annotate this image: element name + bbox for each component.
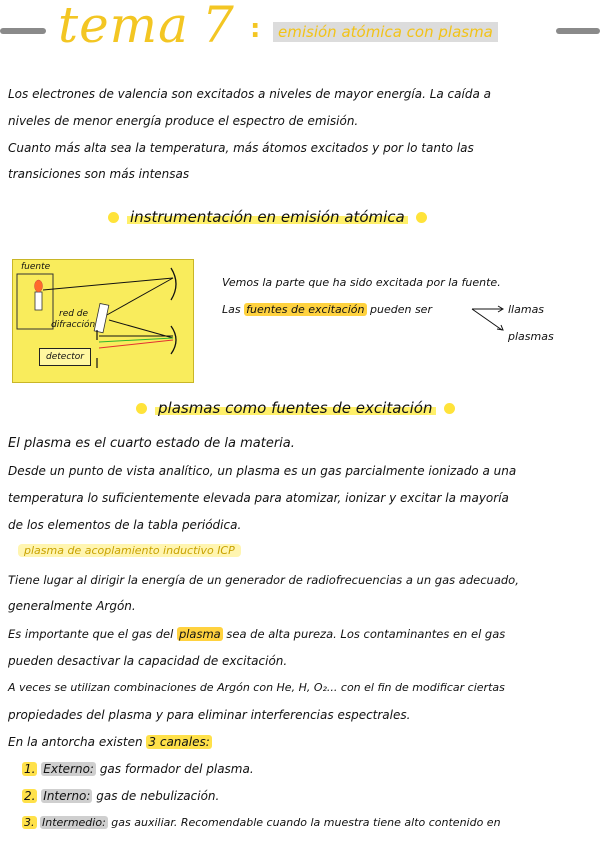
- arrows-icon: [470, 300, 510, 334]
- diagram-text-2: [222, 302, 432, 318]
- canal-item: [22, 761, 254, 777]
- canal-num: 1.: [24, 762, 36, 776]
- canal-desc: gas de nebulización.: [96, 789, 220, 803]
- canal-desc: gas formador del plasma.: [99, 762, 254, 776]
- section-title: instrumentación en emisión atómica: [127, 208, 408, 226]
- diagram-text-1: Vemos la parte que ha sido excitada por la fuente.: [222, 276, 501, 289]
- icp-line-1: Tiene lugar al dirigir la energía de un generador de radiofrecuencias a un gas adecuado,: [8, 573, 519, 587]
- canal-name: Intermedio:: [42, 816, 106, 829]
- icp-line-5: A veces se utilizan combinaciones de Argón con He, H, O₂... con el fin de modificar ciertas: [8, 681, 505, 694]
- intro-line-3: Cuanto más alta sea la temperatura, más átomos excitados y por lo tanto las: [8, 141, 474, 155]
- bullet-dot: [444, 403, 455, 414]
- icp-line-7: [8, 734, 212, 750]
- canal-name: Externo:: [43, 762, 94, 776]
- intro-line-4: transiciones son más intensas: [8, 167, 190, 181]
- icp-line-6: propiedades del plasma y para eliminar interferencias espectrales.: [8, 708, 411, 722]
- canal-item: [22, 788, 219, 804]
- highlight-fuentes: fuentes de excitación: [246, 303, 365, 316]
- section-plasmas: [128, 399, 463, 417]
- icp-tag: plasma de acoplamiento inductivo ICP: [18, 544, 241, 557]
- spectrometer-diagram: [12, 259, 194, 383]
- bullet-dot: [108, 212, 119, 223]
- intro-line-2: niveles de menor energía produce el espectro de emisión.: [8, 114, 359, 128]
- section-instrumentacion: [100, 208, 435, 226]
- icp-line-3-post: sea de alta pureza. Los contaminantes en el gas: [226, 627, 506, 641]
- icp-line-3-pre: Es importante que el gas del: [8, 627, 174, 641]
- highlight-plasma: plasma: [178, 627, 221, 641]
- highlight-canales: 3 canales:: [148, 735, 210, 749]
- header-number: 7: [202, 0, 234, 54]
- canal-name: Interno:: [43, 789, 91, 803]
- header-rule-left: [0, 28, 46, 34]
- bullet-dot: [136, 403, 147, 414]
- label-detector: detector: [39, 348, 91, 366]
- diagram-text-2-pre: Las: [222, 303, 241, 316]
- canal-num: 2.: [24, 789, 36, 803]
- icp-line-4: pueden desactivar la capacidad de excitación.: [8, 654, 288, 668]
- diagram-text-2-post: pueden ser: [370, 303, 432, 316]
- canal-desc: gas auxiliar. Recomendable cuando la muestra tiene alto contenido en: [111, 816, 501, 829]
- option-llamas: llamas: [508, 303, 545, 316]
- header-subtitle: emisión atómica con plasma: [273, 22, 498, 42]
- bullet-dot: [416, 212, 427, 223]
- icp-line-3: [8, 626, 505, 642]
- plasma-line-4: de los elementos de la tabla periódica.: [8, 518, 242, 532]
- label-fuente: fuente: [21, 262, 51, 272]
- header-colon: :: [250, 14, 261, 44]
- plasma-line-3: temperatura lo suficientemente elevada para atomizar, ionizar y excitar la mayoría: [8, 491, 509, 505]
- header-tema: tema: [58, 0, 189, 54]
- label-red: red de: [59, 309, 89, 319]
- section-title: plasmas como fuentes de excitación: [155, 399, 436, 417]
- plasma-line-2: Desde un punto de vista analítico, un plasma es un gas parcialmente ionizado a una: [8, 464, 517, 478]
- icp-line-7-pre: En la antorcha existen: [8, 735, 143, 749]
- intro-line-1: Los electrones de valencia son excitados a niveles de mayor energía. La caída a: [8, 87, 491, 101]
- canal-item: [22, 815, 501, 831]
- label-difraccion: difracción: [51, 320, 96, 330]
- icp-line-2: generalmente Argón.: [8, 599, 136, 613]
- plasma-line-1: El plasma es el cuarto estado de la materia.: [8, 436, 295, 451]
- canal-num: 3.: [24, 816, 35, 829]
- option-plasmas: plasmas: [508, 330, 554, 343]
- page-header: [0, 0, 600, 60]
- header-rule-right: [556, 28, 600, 34]
